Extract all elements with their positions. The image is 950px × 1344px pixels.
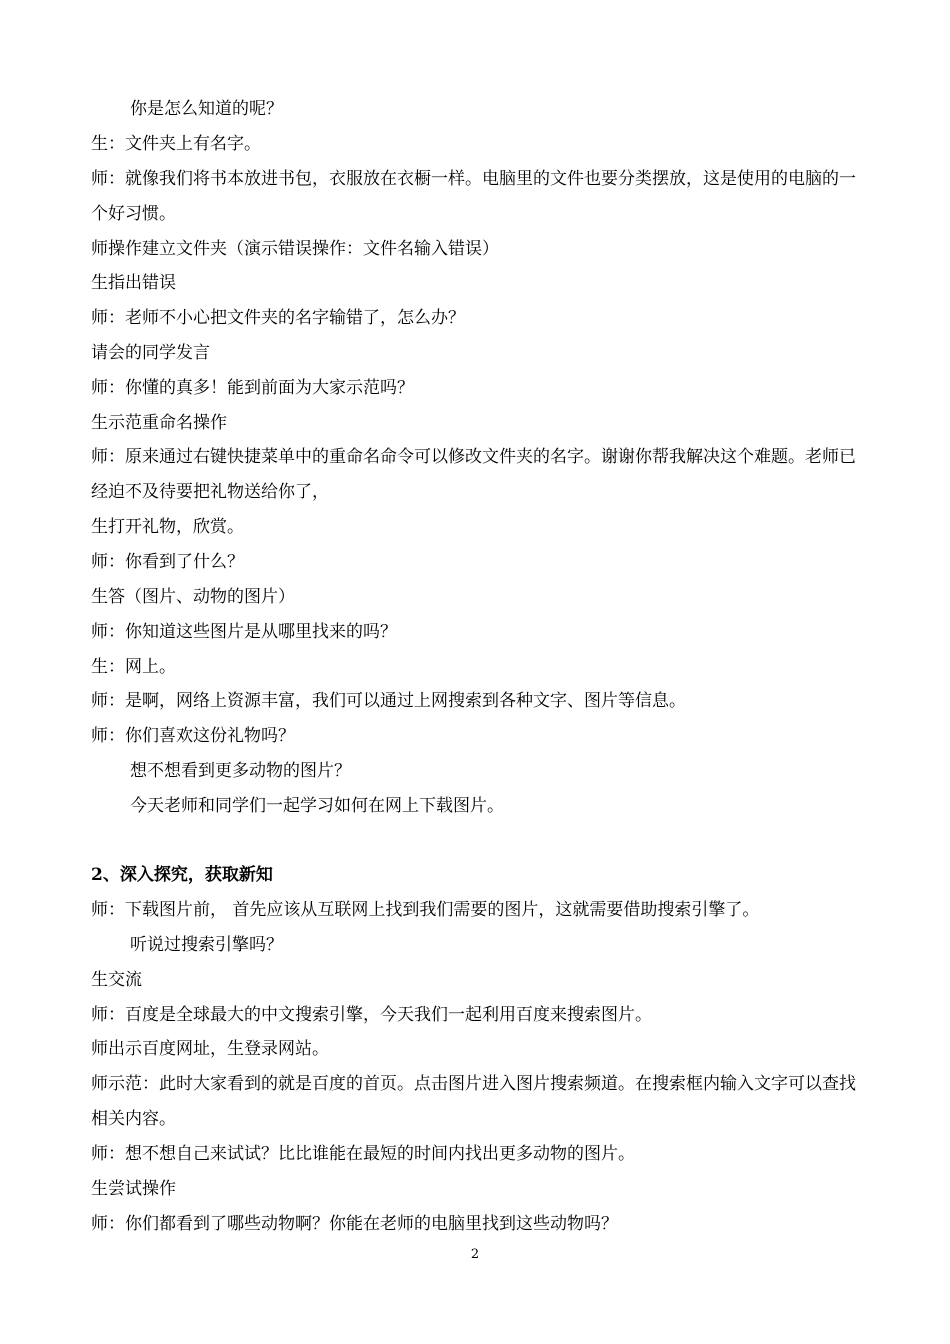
document-body	[91, 92, 861, 1242]
text-line: 生指出错误	[91, 273, 176, 294]
text-line: 生交流	[91, 969, 142, 990]
text-line: 师出示百度网址，生登录网站。	[91, 1039, 329, 1060]
text-line: 想不想看到更多动物的图片？	[130, 760, 351, 781]
text-line: 师：下载图片前， 首先应该从互联网上找到我们需要的图片，这就需要借助搜索引擎了。	[91, 900, 760, 921]
text-line: 师操作建立文件夹（演示错误操作：文件名输入错误）	[91, 238, 499, 259]
text-line: 师：你懂的真多！能到前面为大家示范吗？	[91, 377, 414, 398]
blank-line	[91, 824, 861, 859]
text-paragraph: 师示范：此时大家看到的就是百度的首页。点击图片进入图片搜索频道。在搜索框内输入文字可以查找相关内容。	[91, 1074, 856, 1130]
text-line: 师：你们都看到了哪些动物啊？你能在老师的电脑里找到这些动物吗？	[91, 1213, 618, 1234]
text-line: 师：想不想自己来试试？比比谁能在最短的时间内找出更多动物的图片。	[91, 1144, 635, 1165]
text-line: 生：网上。	[91, 656, 176, 677]
text-line: 生尝试操作	[91, 1178, 176, 1199]
text-line: 师：是啊，网络上资源丰富，我们可以通过上网搜索到各种文字、图片等信息。	[91, 691, 686, 712]
text-line: 师：百度是全球最大的中文搜索引擎，今天我们一起利用百度来搜索图片。	[91, 1004, 652, 1025]
text-line: 你是怎么知道的呢？	[130, 99, 283, 119]
text-line: 生打开礼物，欣赏。	[91, 517, 244, 538]
text-paragraph: 师：就像我们将书本放进书包，衣服放在衣橱一样。电脑里的文件也要分类摆放，这是使用的电脑的一个好习惯。	[91, 168, 856, 224]
text-paragraph: 师：原来通过右键快捷菜单中的重命名命令可以修改文件夹的名字。谢谢你帮我解决这个难题。老师已经迫不及待要把礼物送给你了，	[91, 447, 856, 503]
text-line: 师：老师不小心把文件夹的名字输错了，怎么办？	[91, 308, 465, 329]
text-line: 今天老师和同学们一起学习如何在网上下载图片。	[130, 795, 504, 816]
text-line: 师：你知道这些图片是从哪里找来的吗？	[91, 621, 397, 642]
text-line: 生：文件夹上有名字。	[91, 133, 261, 154]
text-line: 请会的同学发言	[91, 342, 210, 363]
text-line: 听说过搜索引擎吗？	[130, 934, 283, 955]
page-number: 2	[470, 1247, 480, 1262]
text-line: 师：你看到了什么？	[91, 552, 244, 573]
text-line: 生答（图片、动物的图片）	[91, 586, 295, 607]
section-heading: 2、深入探究，获取新知	[91, 865, 273, 886]
text-line: 师：你们喜欢这份礼物吗？	[91, 726, 295, 747]
text-line: 生示范重命名操作	[91, 412, 227, 433]
